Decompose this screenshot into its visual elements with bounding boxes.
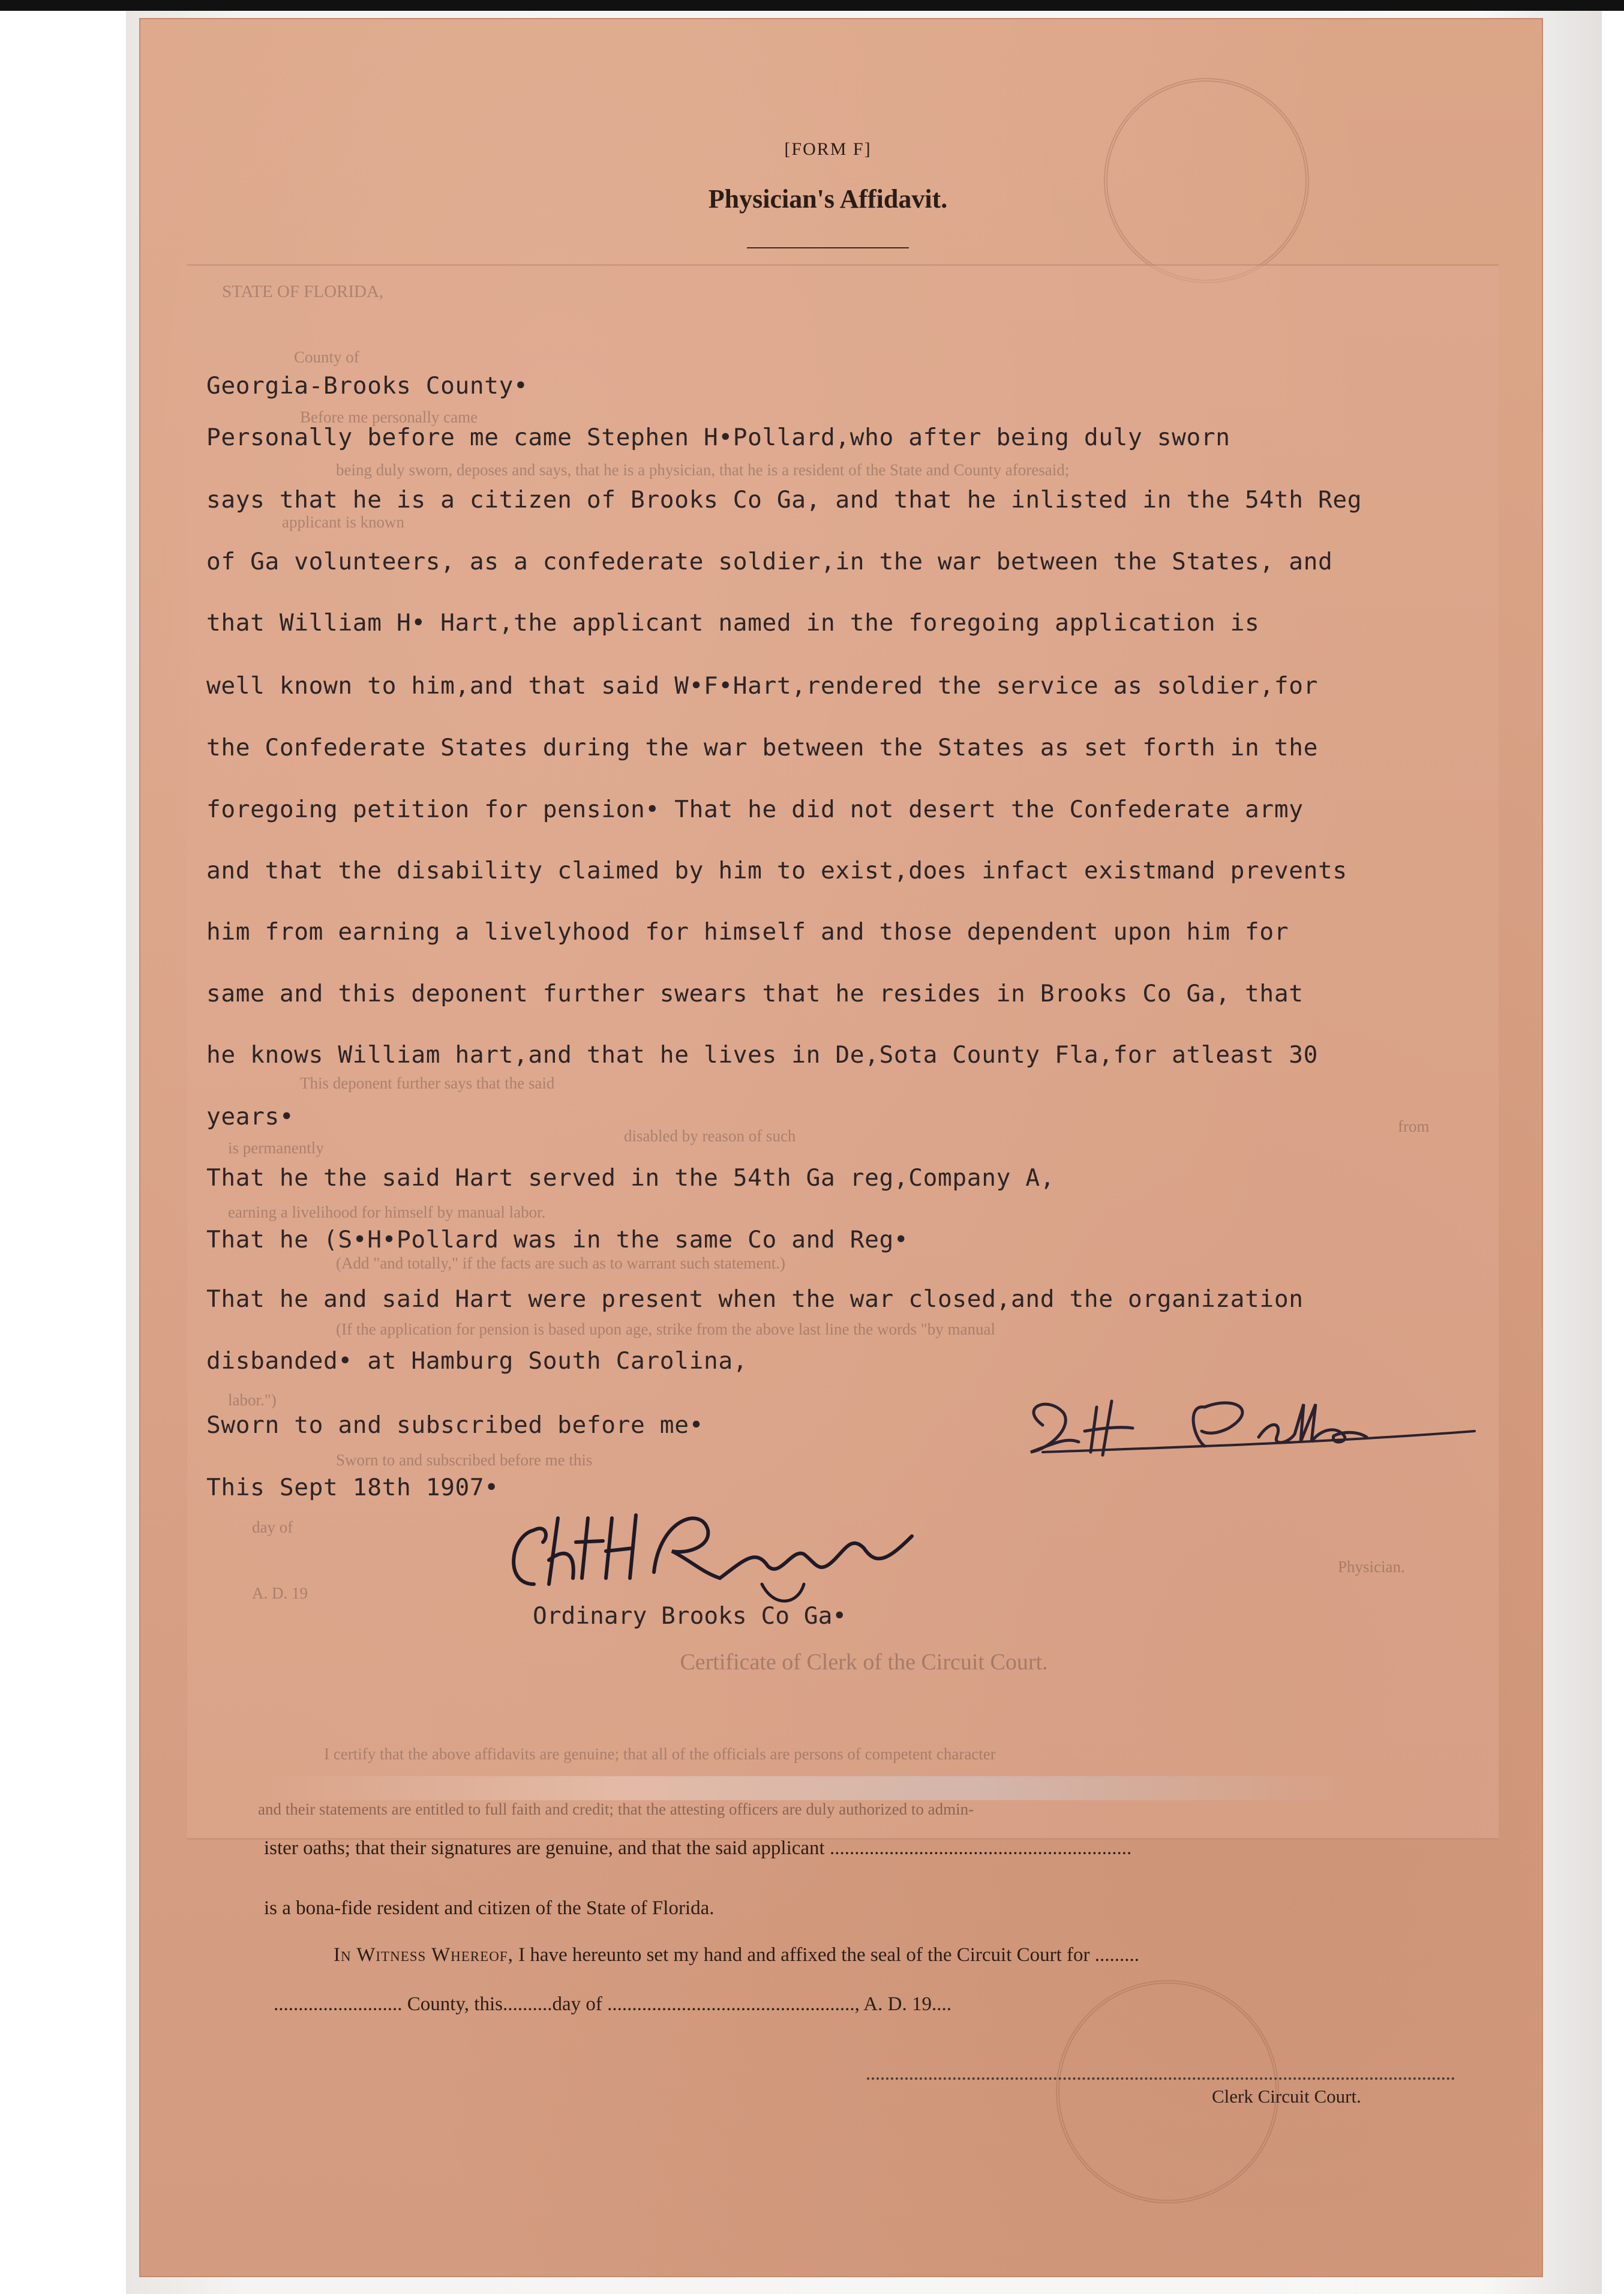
deponent-signature xyxy=(1007,1371,1487,1473)
ghost-before: Before me personally came xyxy=(300,408,478,426)
ghost-earning: earning a livelihood for himself by manual labor. xyxy=(228,1203,546,1221)
ghost-state: STATE OF FLORIDA, xyxy=(222,282,384,301)
title-rule xyxy=(747,247,909,248)
typed-line: disbanded• at Hamburg South Carolina, xyxy=(206,1347,748,1375)
typed-line: This Sept 18th 1907• xyxy=(206,1474,499,1501)
ghost-permanently: is permanently xyxy=(228,1139,324,1157)
witness-clause xyxy=(334,1944,1139,1966)
certificate-heading: Certificate of Clerk of the Circuit Court. xyxy=(680,1650,1048,1675)
ghost-labor: labor.") xyxy=(228,1391,277,1409)
ghost-from: from xyxy=(1398,1117,1430,1135)
county-line-a: County, this xyxy=(407,1993,503,2015)
typed-line: him from earning a livelyhood for himself and those dependent upon him for xyxy=(206,918,1289,946)
ghost-physician: Physician. xyxy=(1338,1558,1405,1576)
typed-line: Sworn to and subscribed before me• xyxy=(206,1411,704,1439)
typed-line: That he (S•H•Pollard was in the same Co and Reg• xyxy=(206,1226,909,1254)
ghost-physician-line: being duly sworn, deposes and says, that he is a physician, that he is a resident of the State and County aforesaid; xyxy=(336,461,1070,479)
dot-leader: ......... xyxy=(1089,1944,1140,1966)
ghost-cert-line2: and their statements are entitled to full faith and credit; that the attesting officers are duly authorized to admin- xyxy=(258,1800,974,1818)
ghost-add-note: (Add "and totally," if the facts are such as to warrant such statement.) xyxy=(336,1254,786,1272)
ghost-deponent: This deponent further says that the said xyxy=(300,1074,555,1092)
typed-line: years• xyxy=(206,1103,295,1130)
dot-leader: .................................................. xyxy=(602,1993,855,2015)
ordinary-signature xyxy=(492,1494,948,1614)
ghost-ad: A. D. 19 xyxy=(252,1584,308,1602)
typed-line: that William H• Hart,the applicant named in the foregoing application is xyxy=(206,609,1260,637)
typed-line: same and this deponent further swears that he resides in Brooks Co Ga, that xyxy=(206,980,1304,1007)
typed-line: says that he is a citizen of Brooks Co Ga, and that he inlisted in the 54th Reg xyxy=(206,486,1362,514)
county-line-c: , A. D. 19 xyxy=(854,1993,932,2015)
witness-rest: I have hereunto set my hand and affixed the seal of the Circuit Court for xyxy=(518,1944,1090,1966)
county-line-b: day of xyxy=(552,1993,602,2015)
ghost-disabled: disabled by reason of such xyxy=(624,1127,796,1145)
certificate-line-4: is a bona-fide resident and citizen of the State of Florida. xyxy=(264,1897,715,1919)
ghost-county: County of xyxy=(294,348,359,366)
ghost-known: applicant is known xyxy=(282,513,404,531)
ghost-sworn: Sworn to and subscribed before me this xyxy=(336,1451,593,1469)
dot-leader: .... xyxy=(931,1993,951,2015)
typed-line: and that the disability claimed by him to exist,does infact existmand prevents xyxy=(206,857,1347,884)
dot-leader: ............................................................. xyxy=(824,1837,1132,1859)
witness-caps: In Witness Whereof, xyxy=(334,1944,514,1966)
typed-line: foregoing petition for pension• That he did not desert the Confederate army xyxy=(206,796,1304,823)
ordinary-title: Ordinary Brooks Co Ga• xyxy=(533,1602,847,1630)
typed-line: That he the said Hart served in the 54th Ga reg,Company A, xyxy=(206,1164,1055,1192)
sleeve-sheen xyxy=(264,1776,1344,1800)
typed-line: well known to him,and that said W•F•Hart,rendered the service as soldier,for xyxy=(206,672,1318,700)
ghost-cert-line1: I certify that the above affidavits are genuine; that all of the officials are persons of competent character xyxy=(324,1745,996,1763)
typed-line: That he and said Hart were present when the war closed,and the organization xyxy=(206,1285,1304,1313)
typed-line: Georgia-Brooks County• xyxy=(206,372,529,400)
form-title: Physician's Affidavit. xyxy=(708,184,948,214)
form-label: [FORM F] xyxy=(784,139,872,159)
certificate-line-3 xyxy=(264,1837,1131,1860)
typed-line: of Ga volunteers, as a confederate soldier,in the war between the States, and xyxy=(206,548,1333,575)
dot-leader: .......... xyxy=(502,1993,553,2015)
cert-line3-text: ister oaths; that their signatures are genuine, and that the said applicant xyxy=(264,1837,825,1859)
typed-line: he knows William hart,and that he lives in De,Sota County Fla,for atleast 30 xyxy=(206,1041,1318,1069)
clerk-caption: Clerk Circuit Court. xyxy=(1212,2086,1361,2107)
ghost-day-of: day of xyxy=(252,1518,293,1536)
ghost-age-note: (If the application for pension is based upon age, strike from the above last line the words "by manual xyxy=(336,1320,995,1338)
county-date-line xyxy=(274,1993,951,2016)
scan-border xyxy=(0,0,1624,11)
typed-line: the Confederate States during the war between the States as set forth in the xyxy=(206,734,1318,761)
typed-line: Personally before me came Stephen H•Pollard,who after being duly sworn xyxy=(206,424,1230,451)
dot-leader: .......................... xyxy=(274,1993,407,2015)
seal-impression-top xyxy=(1104,78,1309,283)
clerk-signature-line xyxy=(867,2077,1455,2080)
